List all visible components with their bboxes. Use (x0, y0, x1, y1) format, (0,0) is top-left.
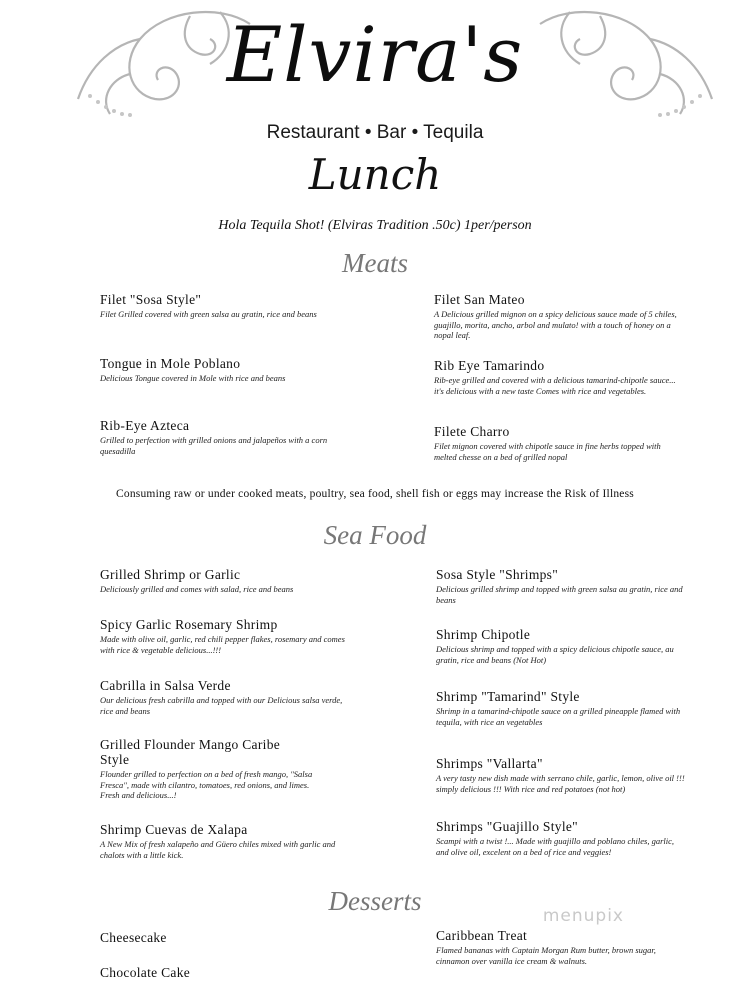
tagline: Restaurant • Bar • Tequila (266, 122, 484, 143)
section-heading-desserts: Desserts (328, 886, 422, 916)
menu-item (436, 689, 686, 727)
item-description: Flamed bananas with Captain Morgan Rum butter, brown sugar, cinnamon over vanilla ice cream & walnuts. (436, 945, 656, 966)
item-description: Filet mignon covered with chipotle sauce in fine herbs topped with melted chesse on a bed of grilled nopal (434, 441, 661, 462)
menu-item (436, 567, 686, 605)
item-name: Rib Eye Tamarindo (434, 358, 545, 373)
item-description: Grilled to perfection with grilled onions and jalapeños with a corn quesadilla (100, 435, 328, 456)
item-description: A New Mix of fresh xalapeño and Güero chiles mixed with garlic and chalots with a little kick. (100, 839, 336, 860)
item-name: Cheesecake (100, 930, 167, 945)
menu-item (436, 756, 686, 794)
item-name: Cabrilla in Salsa Verde (100, 678, 231, 693)
item-description: Rib-eye grilled and covered with a delicious tamarind-chipotle sauce... it's delicious with a new taste Comes with rice and vegetables. (434, 375, 676, 396)
item-name: Filet "Sosa Style" (100, 292, 202, 307)
menu-item (100, 418, 350, 456)
menu-item (436, 819, 686, 857)
item-name: Filete Charro (434, 424, 510, 439)
item-name: Shrimps "Guajillo Style" (436, 819, 578, 834)
item-description: Delicious grilled shrimp and topped with green salsa au gratin, rice and beans (436, 584, 683, 605)
menu-item (100, 678, 350, 716)
item-name: Grilled Shrimp or Garlic (100, 567, 241, 582)
menu-item (100, 737, 313, 801)
item-description: Flounder grilled to perfection on a bed of fresh mango, "Salsa Fresca", made with cilantro, tomatoes, red onions, and limes. Fresh and delicious...! (100, 769, 313, 800)
item-name: Tongue in Mole Poblano (100, 356, 241, 371)
menu-item (100, 822, 350, 860)
item-name: Spicy Garlic Rosemary Shrimp (100, 617, 278, 632)
item-description: Delicious shrimp and topped with a spicy delicious chipotle sauce, au gratin, rice and beans (Not Hot) (436, 644, 674, 665)
menu-item (100, 567, 350, 595)
menu-item (100, 930, 350, 945)
item-name: Chocolate Cake (100, 965, 191, 980)
item-name: Grilled Flounder Mango Caribe Style (100, 737, 281, 767)
section-heading-seafood: Sea Food (323, 520, 427, 550)
menu-item (436, 627, 686, 665)
menu-item (100, 617, 350, 655)
item-description: Made with olive oil, garlic, red chili pepper flakes, rosemary and comes with rice & vegetable delicious...!!! (100, 634, 345, 655)
item-description: Shrimp in a tamarind-chipotle sauce on a grilled pineapple flamed with tequila, with rice an vegetables (436, 706, 681, 727)
item-description: Our delicious fresh cabrilla and topped with our Delicious salsa verde, rice and beans (100, 695, 343, 716)
item-name: Sosa Style "Shrimps" (436, 567, 559, 582)
menu-item (100, 965, 350, 980)
item-description: Filet Grilled covered with green salsa au gratin, rice and beans (100, 309, 317, 319)
promo-line: Hola Tequila Shot! (Elviras Tradition .50c) 1per/person (218, 218, 532, 233)
item-description: Deliciously grilled and comes with salad, rice and beans (100, 584, 294, 594)
item-name: Shrimps "Vallarta" (436, 756, 543, 771)
item-name: Shrimp "Tamarind" Style (436, 689, 580, 704)
restaurant-logo: Elvira's (226, 10, 524, 99)
menu-item (100, 356, 350, 384)
item-description: Delicious Tongue covered in Mole with rice and beans (100, 373, 286, 383)
item-name: Rib-Eye Azteca (100, 418, 190, 433)
item-description: A very tasty new dish made with serrano chile, garlic, lemon, olive oil !!! simply delicious !!! With rice and red potatoes (not hot) (436, 773, 685, 794)
section-heading-meats: Meats (342, 248, 408, 278)
menu-item (434, 292, 684, 341)
item-description: A Delicious grilled mignon on a spicy delicious sauce made of 5 chiles, guajillo, morita, ancho, arbol and mulato! with a touch of honey on a nopal leaf. (434, 309, 677, 340)
health-warning: Consuming raw or under cooked meats, poultry, sea food, shell fish or eggs may increase the Risk of Illness (116, 488, 634, 500)
item-name: Shrimp Cuevas de Xalapa (100, 822, 248, 837)
item-name: Filet San Mateo (434, 292, 525, 307)
menu-item (434, 424, 684, 462)
menu-item (436, 928, 686, 966)
item-name: Caribbean Treat (436, 928, 528, 943)
watermark: menupix (542, 906, 624, 926)
menu-item (100, 292, 350, 320)
item-description: Scampi with a twist !... Made with guajillo and poblano chiles, garlic, and olive oil, excelent on a bed of rice and veggies! (436, 836, 674, 857)
menu-item (434, 358, 684, 396)
page-title: Lunch (308, 150, 442, 199)
item-name: Shrimp Chipotle (436, 627, 531, 642)
